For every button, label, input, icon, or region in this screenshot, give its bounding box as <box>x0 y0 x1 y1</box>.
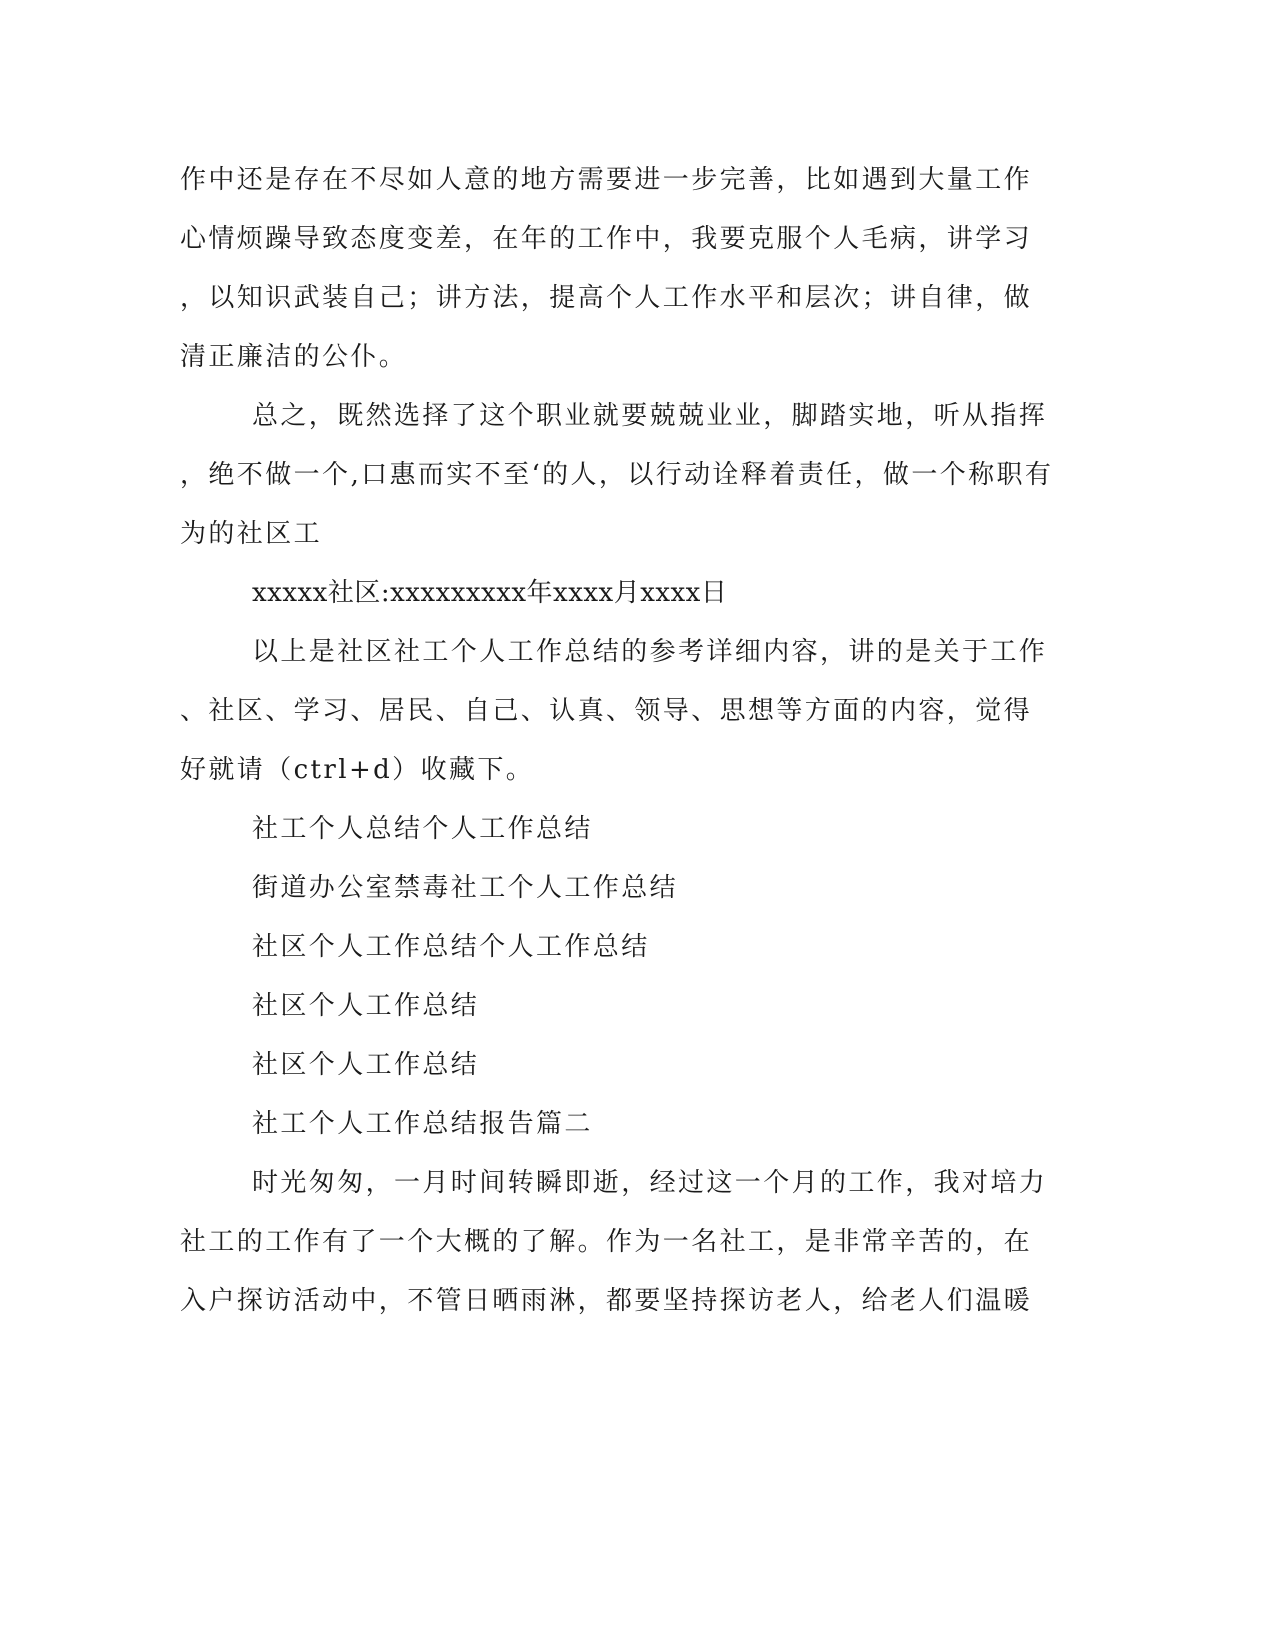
paragraph-line: 总之，既然选择了这个职业就要兢兢业业，脚踏实地，听从指挥 <box>252 401 1048 431</box>
paragraph-line: 时光匆匆，一月时间转瞬即逝，经过这一个月的工作，我对培力 <box>252 1168 1048 1198</box>
paragraph-line: 、社区、学习、居民、自己、认真、领导、思想等方面的内容，觉得 <box>180 696 1033 726</box>
related-article-title: 街道办公室禁毒社工个人工作总结 <box>252 873 679 903</box>
paragraph-line: 好就请（ctrl+d）收藏下。 <box>180 755 535 785</box>
paragraph-line: 作中还是存在不尽如人意的地方需要进一步完善，比如遇到大量工作 <box>180 165 1033 195</box>
paragraph-line: 为的社区工 <box>180 519 323 549</box>
section-heading: 社工个人工作总结报告篇二 <box>252 1109 593 1139</box>
related-article-title: 社区个人工作总结 <box>252 1050 480 1080</box>
paragraph-line: 入户探访活动中，不管日晒雨淋，都要坚持探访老人，给老人们温暖 <box>180 1286 1033 1316</box>
related-article-title: 社区个人工作总结 <box>252 991 480 1021</box>
related-article-title: 社工个人总结个人工作总结 <box>252 814 593 844</box>
paragraph-line: 社工的工作有了一个大概的了解。作为一名社工，是非常辛苦的，在 <box>180 1227 1033 1257</box>
paragraph-line: 心情烦躁导致态度变差，在年的工作中，我要克服个人毛病，讲学习 <box>180 224 1033 254</box>
paragraph-line: 以上是社区社工个人工作总结的参考详细内容，讲的是关于工作 <box>252 637 1048 667</box>
signature-date-line: xxxxx社区:xxxxxxxxx年xxxx月xxxx日 <box>252 578 728 608</box>
paragraph-line: 清正廉洁的公仆。 <box>180 342 408 372</box>
related-article-title: 社区个人工作总结个人工作总结 <box>252 932 650 962</box>
paragraph-line: ，以知识武装自己；讲方法，提高个人工作水平和层次；讲自律，做 <box>180 283 1033 313</box>
paragraph-line: ，绝不做一个‚口惠而实不至‘的人，以行动诠释着责任，做一个称职有 <box>180 460 1054 490</box>
